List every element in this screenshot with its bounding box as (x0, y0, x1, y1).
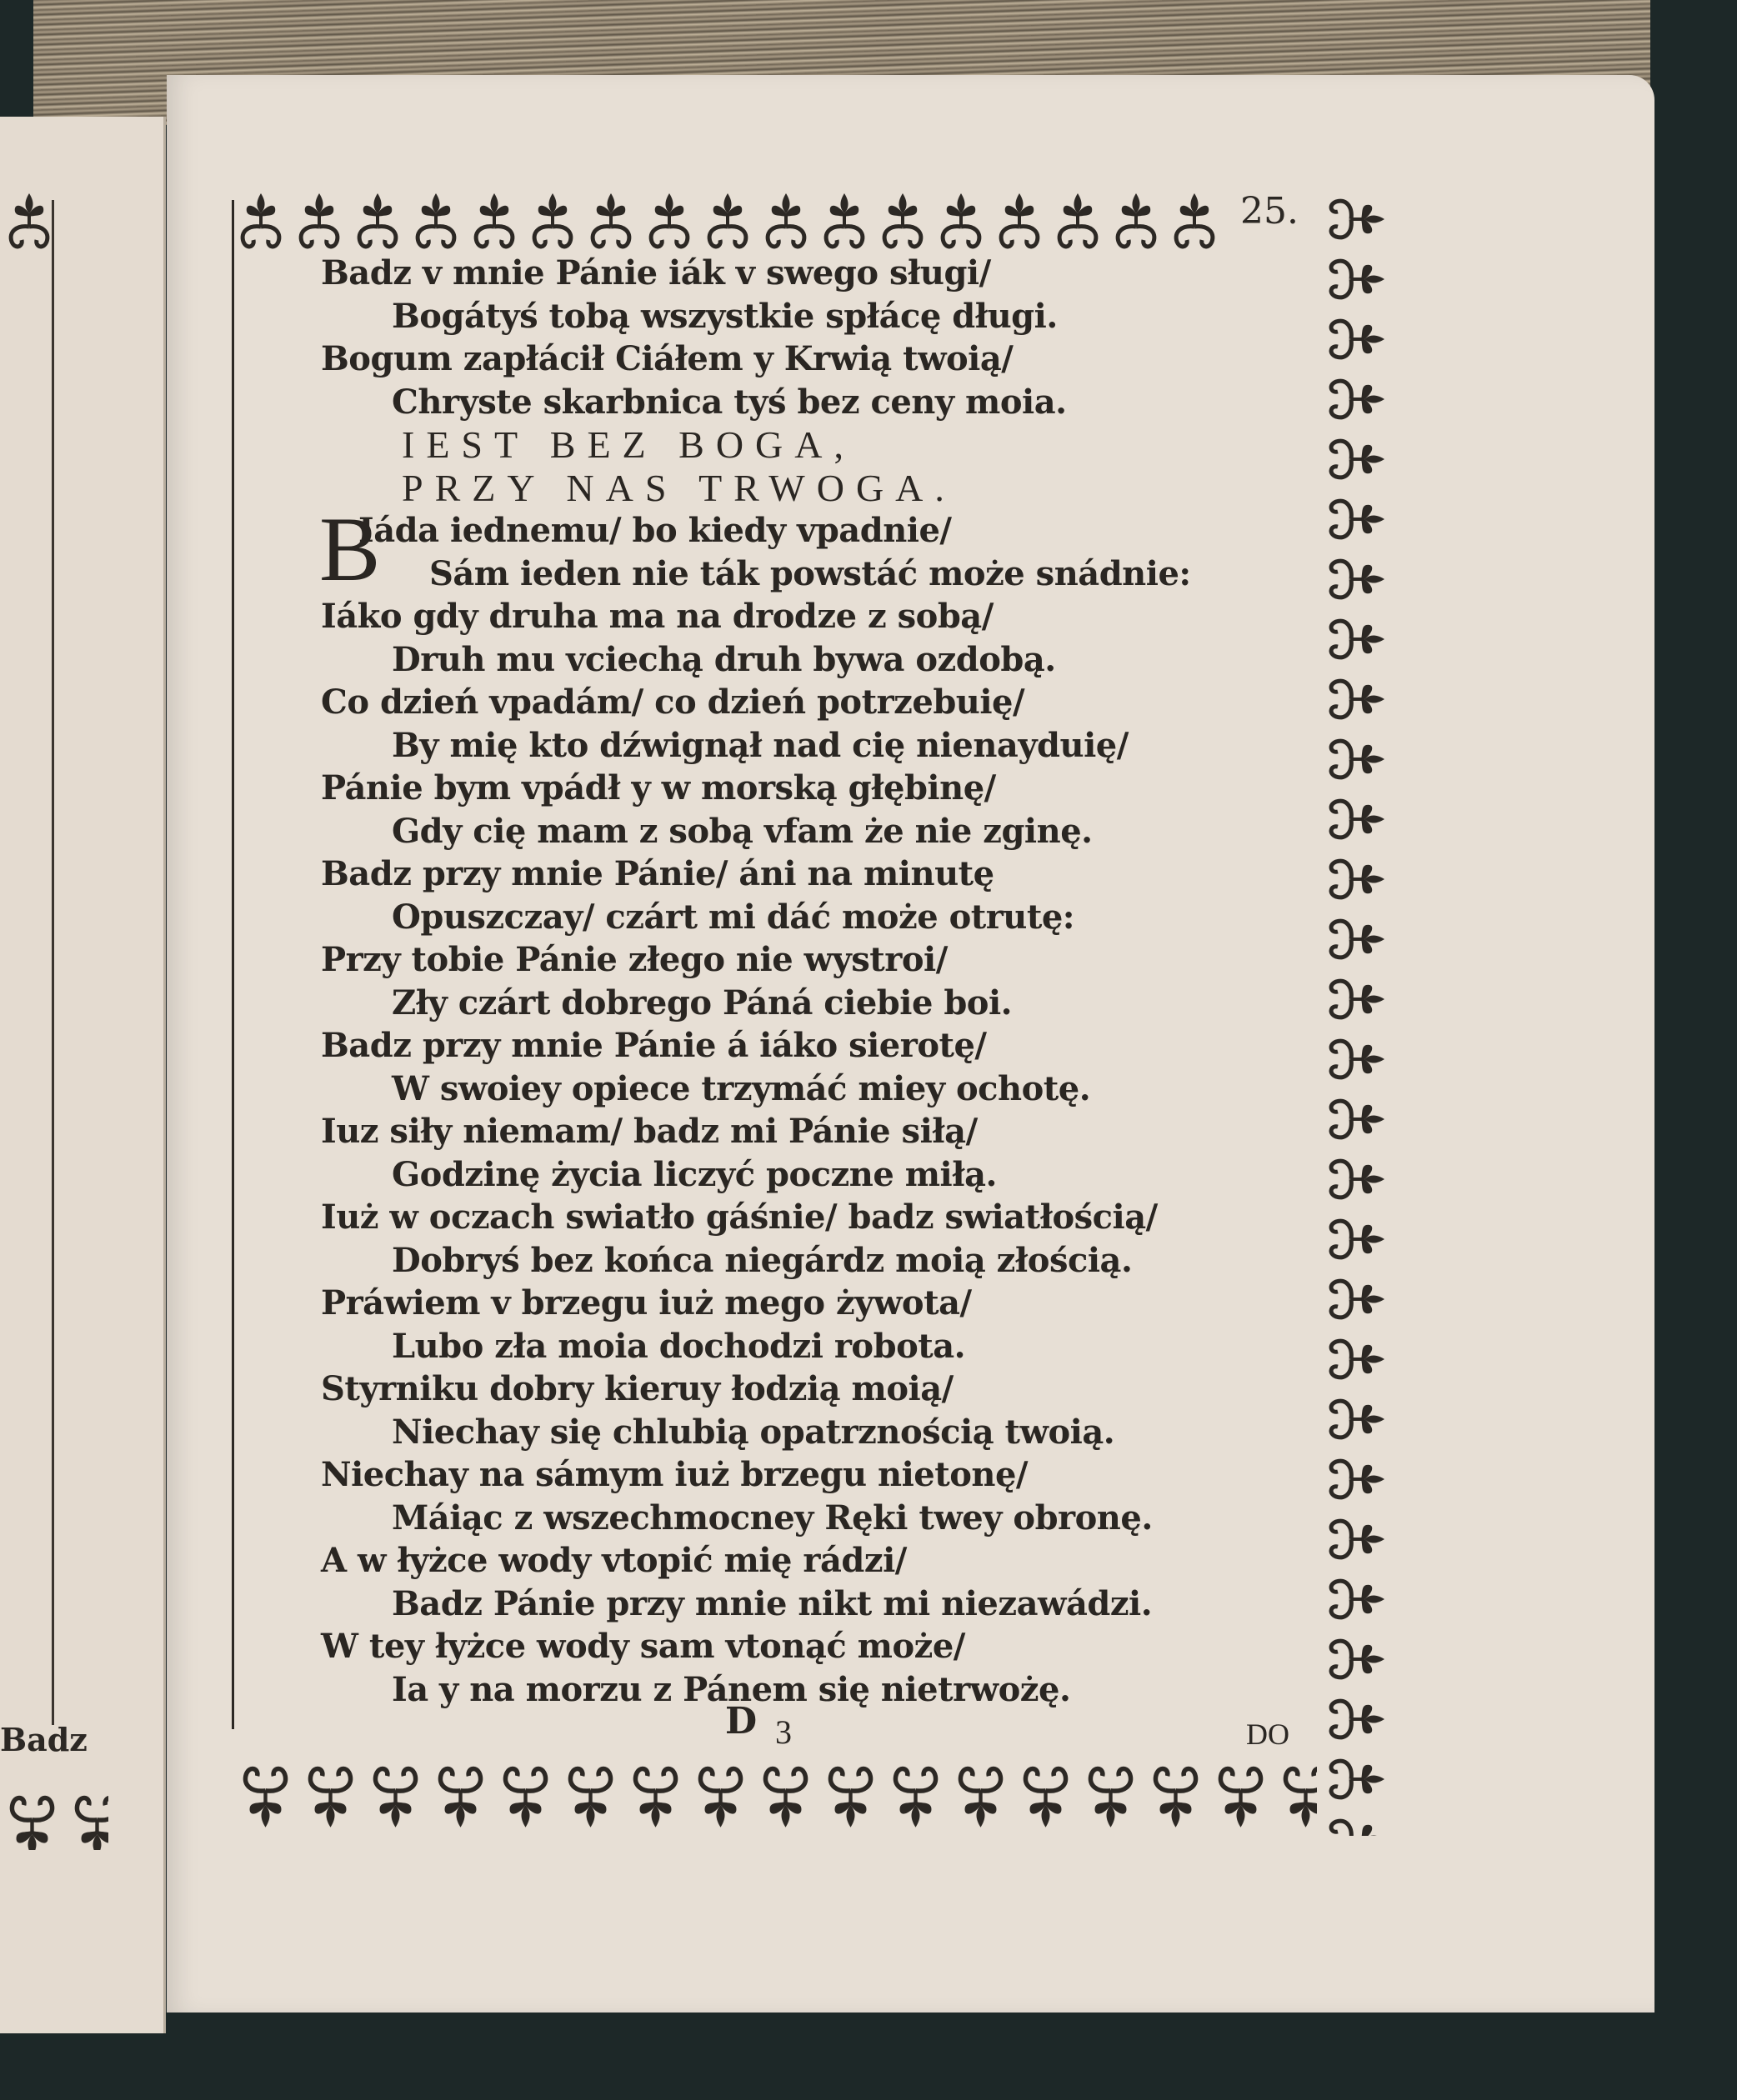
poem-line: Styrniku dobry kieruy łodzią moią/ (321, 1369, 954, 1408)
poem-line: W swoiey opiece trzymáć miey ochotę. (392, 1068, 1091, 1108)
frame-left-rule (232, 200, 234, 1729)
poem-line: Iuż w oczach swiatło gáśnie/ badz swiatłością/ (321, 1198, 1158, 1237)
top-fleuron-border-icon (232, 192, 1232, 257)
poem-line: Godzinę życia liczyć poczne miłą. (392, 1154, 997, 1194)
poem-line: Gdy cię mam z sobą vfam że nie zginę. (392, 811, 1093, 851)
poem-line: Niechay na sámym iuż brzegu nietonę/ (321, 1455, 1029, 1494)
poem-line: By mię kto dźwignął nad cię nienayduię/ (392, 725, 1129, 765)
left-page-frame-rule (52, 200, 54, 1725)
poem-line: Co dzień vpadám/ co dzień potrzebuię/ (321, 682, 1025, 722)
poem-line: Bogum zapłácił Ciáłem y Krwią twoią/ (321, 339, 1014, 378)
poem-line: Iáko gdy druha ma na drodze z sobą/ (321, 597, 994, 636)
poem-line: Badz v mnie Pánie iák v swego sługi/ (321, 253, 991, 292)
poem-line: Badz przy mnie Pánie á iáko sierotę/ (321, 1026, 987, 1065)
poem-line: W tey łyżce wody sam vtonąć może/ (321, 1627, 965, 1666)
bottom-fleuron-border-icon (233, 1754, 1317, 1833)
poem-line: Badz Pánie przy mnie nikt mi niezawádzi. (392, 1583, 1153, 1623)
poem-line: Práwiem v brzegu iuż mego żywota/ (321, 1283, 972, 1322)
poem-line: Zły czárt dobrego Páná ciebie boi. (392, 982, 1013, 1022)
drop-cap: B (319, 498, 381, 600)
poem-line: Pánie bym vpádł y w morską głębinę/ (321, 768, 996, 808)
right-fleuron-border-icon (1321, 190, 1386, 1836)
poem-line: Dobryś bez końca niegárdz moią złością. (392, 1240, 1133, 1280)
section-heading: PRZY NAS TRWOGA. (402, 466, 956, 509)
left-page-ornament-icon (0, 192, 67, 258)
signature-mark: D (725, 1700, 758, 1742)
poem-line: Chryste skarbnica tyś bez ceny moia. (392, 382, 1067, 422)
poem-line: Lubo zła moia dochodzi robota. (392, 1326, 966, 1366)
poem-line: Niechay się chlubią opatrznością twoią. (392, 1412, 1115, 1452)
page-number: 25. (1240, 190, 1299, 232)
poem-text (321, 252, 1321, 1711)
poem-line: Badz przy mnie Pánie/ áni na minutę (321, 854, 994, 893)
poem-line: Bogátyś tobą wszystkie spłácę długi. (392, 296, 1058, 336)
left-page-fragment: Badz (0, 1721, 88, 1758)
poem-line: Druh mu vciechą druh bywa ozdobą. (392, 639, 1056, 679)
poem-line: Ia y na morzu z Pánem się nietrwożę. (392, 1669, 1071, 1709)
poem-line: Iáda iednemu/ bo kiedy vpadnie/ (358, 511, 952, 550)
signature-number: 3 (775, 1713, 792, 1751)
poem-line: Máiąc z wszechmocney Ręki twey obronę. (392, 1498, 1153, 1538)
poem-line: Przy tobie Pánie złego nie wystroi/ (321, 940, 948, 979)
poem-line: Iuz siły niemam/ badz mi Pánie siłą/ (321, 1112, 978, 1151)
section-heading: IEST BEZ BOGA, (402, 423, 855, 466)
poem-line: A w łyżce wody vtopić mię rádzi/ (321, 1541, 907, 1580)
poem-line: Sám ieden nie ták powstáć może snádnie: (429, 553, 1191, 593)
poem-line: Opuszczay/ czárt mi dáć może otrutę: (392, 897, 1075, 937)
catchword: DO (1246, 1718, 1289, 1751)
left-page-bottom-ornament-icon (0, 1783, 108, 1850)
